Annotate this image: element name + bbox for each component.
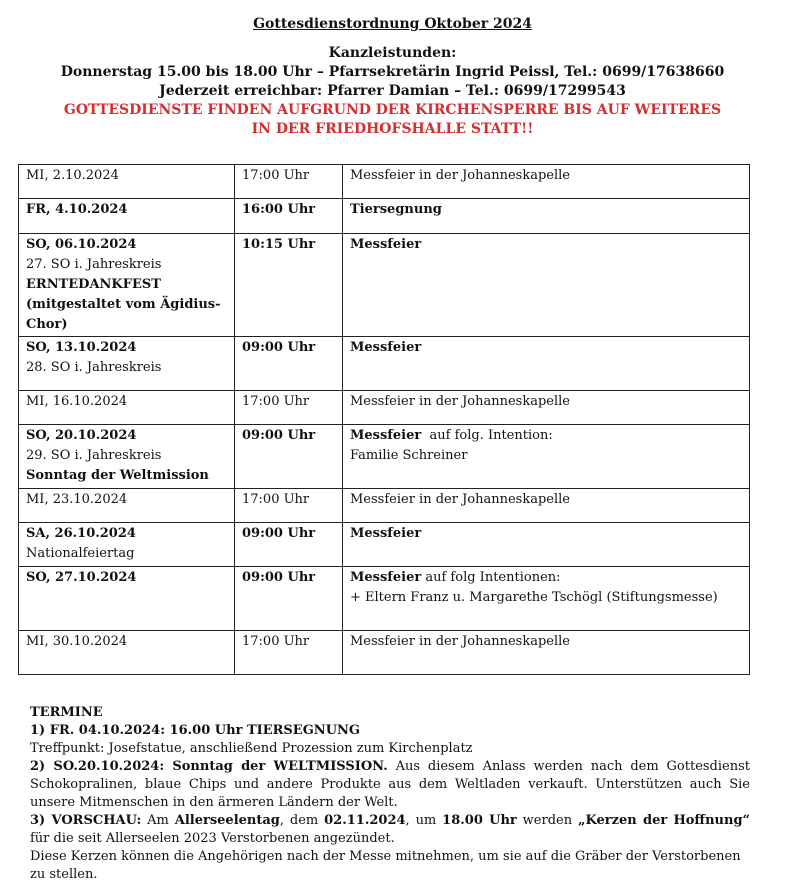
event-cell: Messfeier in der Johanneskapelle [343, 165, 750, 199]
table-row [19, 489, 750, 523]
closure-notice-line1: GOTTESDIENSTE FINDEN AUFGRUND DER KIRCHENSPERRE BIS AUF WEITERES [63, 102, 722, 118]
date-cell [19, 234, 235, 337]
office-label: Kanzleistunden: [328, 45, 457, 61]
liturgical-note: 29. SO i. Jahreskreis [26, 448, 162, 463]
closure-notice-line2: IN DER FRIEDHOFSHALLE STATT!! [251, 121, 534, 137]
date-text: SO, 20.10.2024 [26, 428, 137, 443]
termin-3 [30, 812, 750, 848]
date-text: SO, 13.10.2024 [26, 340, 137, 355]
termin-3-text-i: für die seit Allerseelen 2023 Verstorbenen angezündet. [30, 831, 395, 846]
date-cell: MI, 23.10.2024 [19, 489, 235, 523]
event-cell: Messfeier in der Johanneskapelle [343, 631, 750, 675]
time-cell: 09:00 Uhr [235, 523, 343, 567]
time-cell: 09:00 Uhr [235, 567, 343, 631]
table-row [19, 425, 750, 489]
time-cell: 17:00 Uhr [235, 489, 343, 523]
intention-text: Familie Schreiner [350, 448, 468, 463]
termin-2-title: 2) SO.20.10.2024: Sonntag der WELTMISSION. [30, 759, 388, 774]
termin-3-time: 18.00 Uhr [442, 813, 517, 828]
feast-name: Sonntag der Weltmission [26, 468, 209, 483]
table-row [19, 631, 750, 675]
event-suffix: auf folg Intentionen: [421, 570, 561, 585]
termin-3-text-a: Am [141, 813, 175, 828]
termin-3-allerseelentag: Allerseelentag [174, 813, 280, 828]
page-title: Gottesdienstordnung Oktober 2024 [253, 16, 532, 32]
event-cell: Messfeier [343, 234, 750, 337]
date-cell: MI, 16.10.2024 [19, 391, 235, 425]
event-suffix: auf folg. Intention: [421, 428, 553, 443]
termin-2 [30, 758, 750, 812]
event-cell: Messfeier [343, 337, 750, 391]
intention-text: + Eltern Franz u. Margarethe Tschögl (Stiftungsmesse) [350, 590, 718, 605]
event-cell: Tiersegnung [343, 199, 750, 234]
table-row [19, 567, 750, 631]
table-row [19, 199, 750, 234]
liturgical-note: 27. SO i. Jahreskreis [26, 257, 162, 272]
office-hours: Donnerstag 15.00 bis 18.00 Uhr – Pfarrsekretärin Ingrid Peissl, Tel.: 0699/17638660 [60, 64, 725, 80]
event-title: Messfeier [350, 428, 422, 443]
reachable-info: Jederzeit erreichbar: Pfarrer Damian – Tel.: 0699/17299543 [159, 83, 626, 99]
date-cell: MI, 2.10.2024 [19, 165, 235, 199]
date-cell [19, 425, 235, 489]
event-cell: Messfeier in der Johanneskapelle [343, 391, 750, 425]
time-cell: 17:00 Uhr [235, 165, 343, 199]
time-cell: 17:00 Uhr [235, 391, 343, 425]
event-cell [343, 425, 750, 489]
table-row [19, 523, 750, 567]
date-cell [19, 337, 235, 391]
termin-3-text-e: , um [405, 813, 443, 828]
table-row [19, 391, 750, 425]
termin-3-candles: „Kerzen der Hoffnung“ [577, 813, 751, 828]
date-cell [19, 523, 235, 567]
date-cell: SO, 27.10.2024 [19, 567, 235, 631]
date-text: SA, 26.10.2024 [26, 526, 136, 541]
time-cell: 09:00 Uhr [235, 425, 343, 489]
time-cell: 10:15 Uhr [235, 234, 343, 337]
event-cell: Messfeier [343, 523, 750, 567]
table-row [19, 165, 750, 199]
termin-3-date: 02.11.2024 [324, 813, 406, 828]
termin-3-title: 3) VORSCHAU: [30, 813, 142, 828]
termin-3-text-g: werden [516, 813, 578, 828]
liturgical-note: 28. SO i. Jahreskreis [26, 360, 162, 375]
schedule-table [18, 164, 750, 675]
time-cell: 17:00 Uhr [235, 631, 343, 675]
termin-3-text-c: , dem [279, 813, 325, 828]
date-text: SO, 06.10.2024 [26, 237, 137, 252]
table-row [19, 234, 750, 337]
termine-section [30, 704, 750, 884]
termin-2-text: Aus diesem Anlass werden nach dem Gottesdienst Schokopralinen, blaue Chips und andere Produkte aus dem Weltladen verkauft. Unterstützen auch Sie unsere Mitmenschen in den ärmeren Ländern der Welt. [30, 759, 750, 810]
termin-3-text2: Diese Kerzen können die Angehörigen nach der Messe mitnehmen, um sie auf die Gräber der Verstorbenen zu stellen. [30, 849, 741, 882]
time-cell: 16:00 Uhr [235, 199, 343, 234]
table-row [19, 337, 750, 391]
event-title: Messfeier [350, 570, 422, 585]
termin-1-title: 1) FR. 04.10.2024: 16.00 Uhr TIERSEGNUNG [30, 723, 361, 738]
termin-1-text: Treffpunkt: Josefstatue, anschließend Prozession zum Kirchenplatz [30, 741, 473, 756]
event-cell [343, 567, 750, 631]
date-cell: MI, 30.10.2024 [19, 631, 235, 675]
feast-detail: (mitgestaltet vom Ägidius-Chor) [26, 297, 221, 332]
liturgical-note: Nationalfeiertag [26, 546, 135, 561]
termine-heading: TERMINE [30, 705, 103, 720]
date-cell: FR, 4.10.2024 [19, 199, 235, 234]
event-cell: Messfeier in der Johanneskapelle [343, 489, 750, 523]
feast-name: ERNTEDANKFEST [26, 277, 161, 292]
time-cell: 09:00 Uhr [235, 337, 343, 391]
